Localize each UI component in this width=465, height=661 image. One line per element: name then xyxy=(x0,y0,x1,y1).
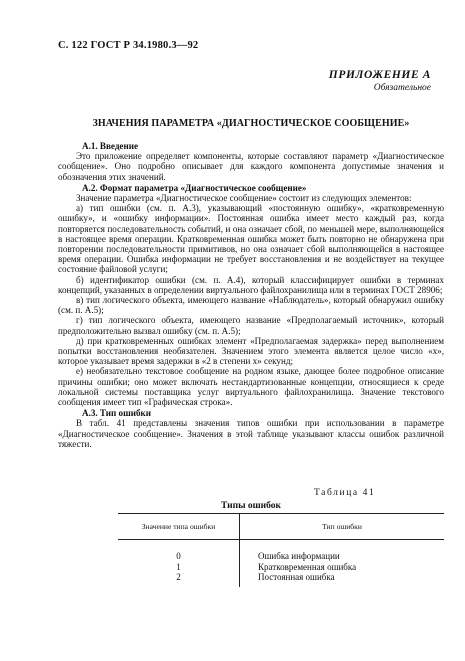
table-cell-type: Ошибка информации xyxy=(258,551,340,561)
list-item: б) идентификатор ошибки (см. п. А.4), который классифицирует ошибки в терминах концепций, указанных в определении виртуального файлохранилища или в терминах ГОСТ 28906; xyxy=(58,274,444,295)
appendix-label xyxy=(329,69,431,93)
table-row xyxy=(118,562,444,573)
table-row xyxy=(118,551,444,562)
table-top-rule xyxy=(118,513,444,514)
table-cell-value: 1 xyxy=(176,561,181,572)
section-heading-a1: А.1. Введение xyxy=(82,141,138,151)
appendix-title: ПРИЛОЖЕНИЕ А xyxy=(328,69,431,81)
page-header: С. 122 ГОСТ Р 34.1980.3—92 xyxy=(58,40,199,51)
table-cell-value: 2 xyxy=(176,572,181,582)
table-caption: Таблица 41 xyxy=(314,488,376,498)
section-heading-a3: А.3. Тип ошибки xyxy=(82,408,152,419)
list-item: е) необязательно текстовое сообщение на родном языке, дающее более подробное описание причины ошибки; оно может включать нестандартизованные концепции, относящиеся к среде локальной системы поставщика услуг виртуального файлохранилища. Значение текстового сообщения имеет тип «Графическая строка». xyxy=(58,366,444,408)
list-item: г) тип логического объекта, имеющего название «Предполагаемый источник», который предположительно вызвал ошибку (см. п. А.5); xyxy=(58,315,444,336)
list-item: а) тип ошибки (см. п. А.3), указывающий «постоянную ошибку», «кратковременную ошибку», и «ошибку информации». Постоянная ошибка имеет место каждый раз, когда повторяется последовательность событий, и она означает сбой, по меньшей мере, выполняющейся в настоящее время операции. Кратковременная ошибка может быть повторно не обнаружена при повторении последовательности примитивов, но она означает сбой выполняющейся в настоящее время операции. Ошибка информации не требует восстановления и не воздействует на текущее состояние файловой услуги; xyxy=(58,203,444,275)
section-a2-intro: Значение параметра «Диагностическое сообщение» состоит из следующих элементов: xyxy=(76,193,412,204)
list-item: д) при кратковременных ошибках элемент «Предполагаемая задержка» перед выполнением попытки восстановления необязателен. Значением этого элемента является целое число «х», которое указывает время задержки в «2 в степени х» секунд; xyxy=(58,335,444,367)
list-item: в) тип логического объекта, имеющего название «Наблюдатель», который обнаружил ошибку (см. п. А.5); xyxy=(58,295,444,316)
table-title: Типы ошибок xyxy=(221,501,281,511)
table-body xyxy=(118,551,444,583)
main-title: ЗНАЧЕНИЯ ПАРАМЕТРА «ДИАГНОСТИЧЕСКОЕ СООБЩЕНИЕ» xyxy=(92,118,410,129)
table-cell-type: Постоянная ошибка xyxy=(258,572,335,582)
appendix-subtitle: Обязательное xyxy=(373,83,431,93)
table-cell-type: Кратковременная ошибка xyxy=(258,561,357,572)
table-header-value: Значение типа ошибки xyxy=(141,522,216,531)
body-text xyxy=(58,140,444,449)
table-row xyxy=(118,572,444,583)
table-cell-value: 0 xyxy=(176,551,181,561)
table-header-rule xyxy=(118,539,444,540)
section-a3-paragraph: В табл. 41 представлены значения типов ошибки при использовании в параметре «Диагностическое сообщение». Значения в этой таблице указывают классы ошибок различной тяжести. xyxy=(58,418,444,449)
table-header-type: Тип ошибки xyxy=(322,522,362,531)
section-a1-paragraph: Это приложение определяет компоненты, которые составляют параметр «Диагностическое сообщение». Оно подробно описывает для каждого компонента допустимые значения и обозначения этих значений. xyxy=(58,151,444,182)
section-heading-a2: А.2. Формат параметра «Диагностическое сообщение» xyxy=(82,182,307,193)
